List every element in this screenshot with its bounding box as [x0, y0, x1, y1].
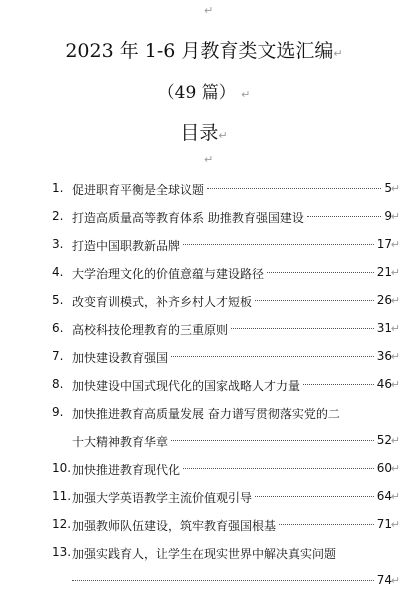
toc-entry[interactable] [52, 372, 400, 400]
toc-entry[interactable] [52, 204, 400, 232]
paragraph-mark-icon: ↵ [390, 182, 400, 195]
toc-entry[interactable] [52, 232, 400, 260]
toc-entry-page: 74 [376, 573, 392, 587]
document-title [0, 36, 408, 63]
toc-entry-page: 46 [376, 377, 392, 391]
toc-leader-dots [267, 272, 374, 273]
toc-entry-page: 31 [376, 321, 392, 335]
paragraph-mark-icon: ↵ [390, 518, 400, 531]
paragraph-mark-icon: ↵ [204, 4, 214, 17]
toc-entry-number: 6. [52, 321, 64, 335]
toc-entry-page: 52 [376, 433, 392, 447]
toc-entry-page: 26 [376, 293, 392, 307]
toc-entry-number: 4. [52, 265, 64, 279]
toc-entry[interactable] [52, 260, 400, 288]
paragraph-mark-icon: ↵ [390, 210, 400, 223]
toc-heading [0, 118, 408, 145]
toc-entry-number: 3. [52, 237, 64, 251]
toc-entry-title-continued: 十大精神教育华章 [72, 435, 169, 449]
table-of-contents [52, 176, 400, 596]
toc-leader-dots [279, 524, 374, 525]
toc-entry-number: 11. [52, 489, 72, 503]
toc-entry-page: 64 [376, 489, 392, 503]
paragraph-mark-icon: ↵ [204, 153, 214, 166]
toc-entry-number: 10. [52, 461, 72, 475]
heading-text: 目录 [180, 122, 219, 144]
toc-entry-title: 加强大学英语教学主流价值观引导 [72, 491, 253, 505]
toc-entry[interactable] [52, 484, 400, 512]
toc-entry-page: 36 [376, 349, 392, 363]
toc-entry[interactable] [52, 512, 400, 540]
toc-entry-title: 大学治理文化的价值意蕴与建设路径 [72, 267, 265, 281]
toc-entry-title: 打造中国职教新品牌 [72, 239, 181, 253]
paragraph-mark-icon: ↵ [390, 378, 400, 391]
toc-entry[interactable] [52, 176, 400, 204]
paragraph-mark-icon: ↵ [218, 129, 228, 142]
subtitle-text: （49 篇） [157, 83, 236, 103]
toc-leader-dots [183, 468, 374, 469]
toc-entry-number: 2. [52, 209, 64, 223]
toc-entry-number: 1. [52, 181, 64, 195]
toc-entry-title: 加快推进教育现代化 [72, 463, 181, 477]
toc-entry-page: 21 [376, 265, 392, 279]
toc-entry-title: 加快建设教育强国 [72, 351, 169, 365]
paragraph-mark-icon: ↵ [390, 322, 400, 335]
toc-leader-dots [307, 216, 381, 217]
toc-entry[interactable] [52, 540, 400, 596]
toc-entry-page: 60 [376, 461, 392, 475]
toc-entry-page: 5 [384, 181, 392, 195]
toc-entry-number: 13. [52, 545, 72, 559]
toc-entry-number: 12. [52, 517, 72, 531]
toc-entry[interactable] [52, 316, 400, 344]
toc-entry[interactable] [52, 288, 400, 316]
toc-entry-title: 打造高质量高等教育体系 助推教育强国建设 [72, 211, 304, 225]
paragraph-mark-icon: ↵ [241, 88, 251, 101]
toc-leader-dots [171, 356, 374, 357]
toc-entry-page: 71 [376, 517, 392, 531]
paragraph-mark-icon: ↵ [390, 574, 400, 587]
paragraph-mark-icon: ↵ [390, 490, 400, 503]
toc-leader-dots [183, 244, 374, 245]
paragraph-mark-icon: ↵ [390, 462, 400, 475]
toc-entry[interactable] [52, 344, 400, 372]
paragraph-mark-icon: ↵ [390, 238, 400, 251]
toc-entry-title: 加快建设中国式现代化的国家战略人才力量 [72, 379, 301, 393]
toc-entry[interactable] [52, 456, 400, 484]
toc-leader-dots [255, 300, 374, 301]
toc-entry-title: 改变育训模式，补齐乡村人才短板 [72, 295, 253, 309]
paragraph-mark-icon: ↵ [390, 266, 400, 279]
toc-entry[interactable] [52, 400, 400, 456]
toc-entry-title: 促进职育平衡是全球议题 [72, 183, 205, 197]
toc-entry-number: 5. [52, 293, 64, 307]
paragraph-mark-icon: ↵ [390, 350, 400, 363]
toc-leader-dots [255, 496, 374, 497]
toc-entry-title: 高校科技伦理教育的三重原则 [72, 323, 229, 337]
paragraph-mark-icon: ↵ [333, 47, 343, 60]
title-text: 2023 年 1-6 月教育类文选汇编 [65, 40, 334, 62]
document-subtitle [0, 78, 408, 103]
toc-leader-dots [231, 328, 374, 329]
toc-entry-number: 7. [52, 349, 64, 363]
toc-entry-page: 17 [376, 237, 392, 251]
toc-entry-number: 8. [52, 377, 64, 391]
paragraph-mark-icon: ↵ [390, 434, 400, 447]
toc-leader-dots [303, 384, 374, 385]
toc-entry-title: 加快推进教育高质量发展 奋力谱写贯彻落实党的二 [72, 407, 340, 421]
toc-entry-title: 加强实践育人，让学生在现实世界中解决真实问题 [72, 547, 337, 561]
paragraph-mark-icon: ↵ [390, 294, 400, 307]
toc-leader-dots [171, 440, 374, 441]
toc-leader-dots [207, 188, 381, 189]
toc-entry-title: 加强教师队伍建设，筑牢教育强国根基 [72, 519, 277, 533]
toc-leader-dots [72, 580, 374, 581]
toc-entry-number: 9. [52, 405, 64, 419]
toc-entry-page: 9 [384, 209, 392, 223]
